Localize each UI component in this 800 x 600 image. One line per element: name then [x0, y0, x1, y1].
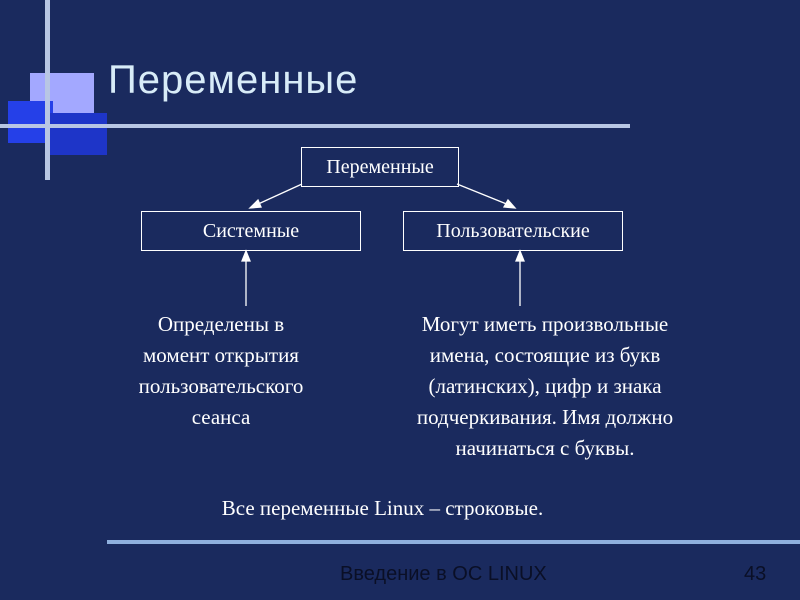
system-desc-line: сеанса: [191, 405, 251, 429]
arrow-root-to-right: [457, 184, 509, 205]
user-desc-line: подчеркивания. Имя должно: [416, 405, 674, 429]
user-box-label: Пользовательские: [436, 219, 590, 242]
user-box: [403, 211, 623, 251]
system-description: [96, 309, 346, 433]
slide-title: Переменные: [108, 58, 359, 102]
user-desc-line: (латинских), цифр и знака: [428, 374, 662, 398]
user-desc-line: начинаться с буквы.: [455, 436, 635, 460]
root-box: [301, 147, 459, 187]
decor-vertical-line: [45, 0, 50, 180]
system-box-label: Системные: [202, 219, 300, 242]
footer-title: Введение в ОС LINUX: [340, 563, 547, 585]
system-desc-line: пользовательского: [138, 374, 304, 398]
footer-divider: [107, 540, 800, 544]
system-desc-line: Определены в: [157, 312, 285, 336]
system-desc-line: момент открытия: [143, 343, 299, 367]
user-desc-line: имена, состоящие из букв: [429, 343, 661, 367]
user-desc-line: Могут иметь произвольные: [421, 312, 669, 336]
system-box: [141, 211, 361, 251]
arrow-root-to-left: [256, 184, 302, 205]
user-description: [370, 309, 720, 464]
page-number: 43: [744, 563, 767, 585]
summary-note: Все переменные Linux – строковые.: [221, 496, 544, 520]
root-box-label: Переменные: [326, 155, 434, 178]
decor-title-underline: [0, 124, 630, 128]
decor-square-dark-blue: [45, 113, 107, 155]
